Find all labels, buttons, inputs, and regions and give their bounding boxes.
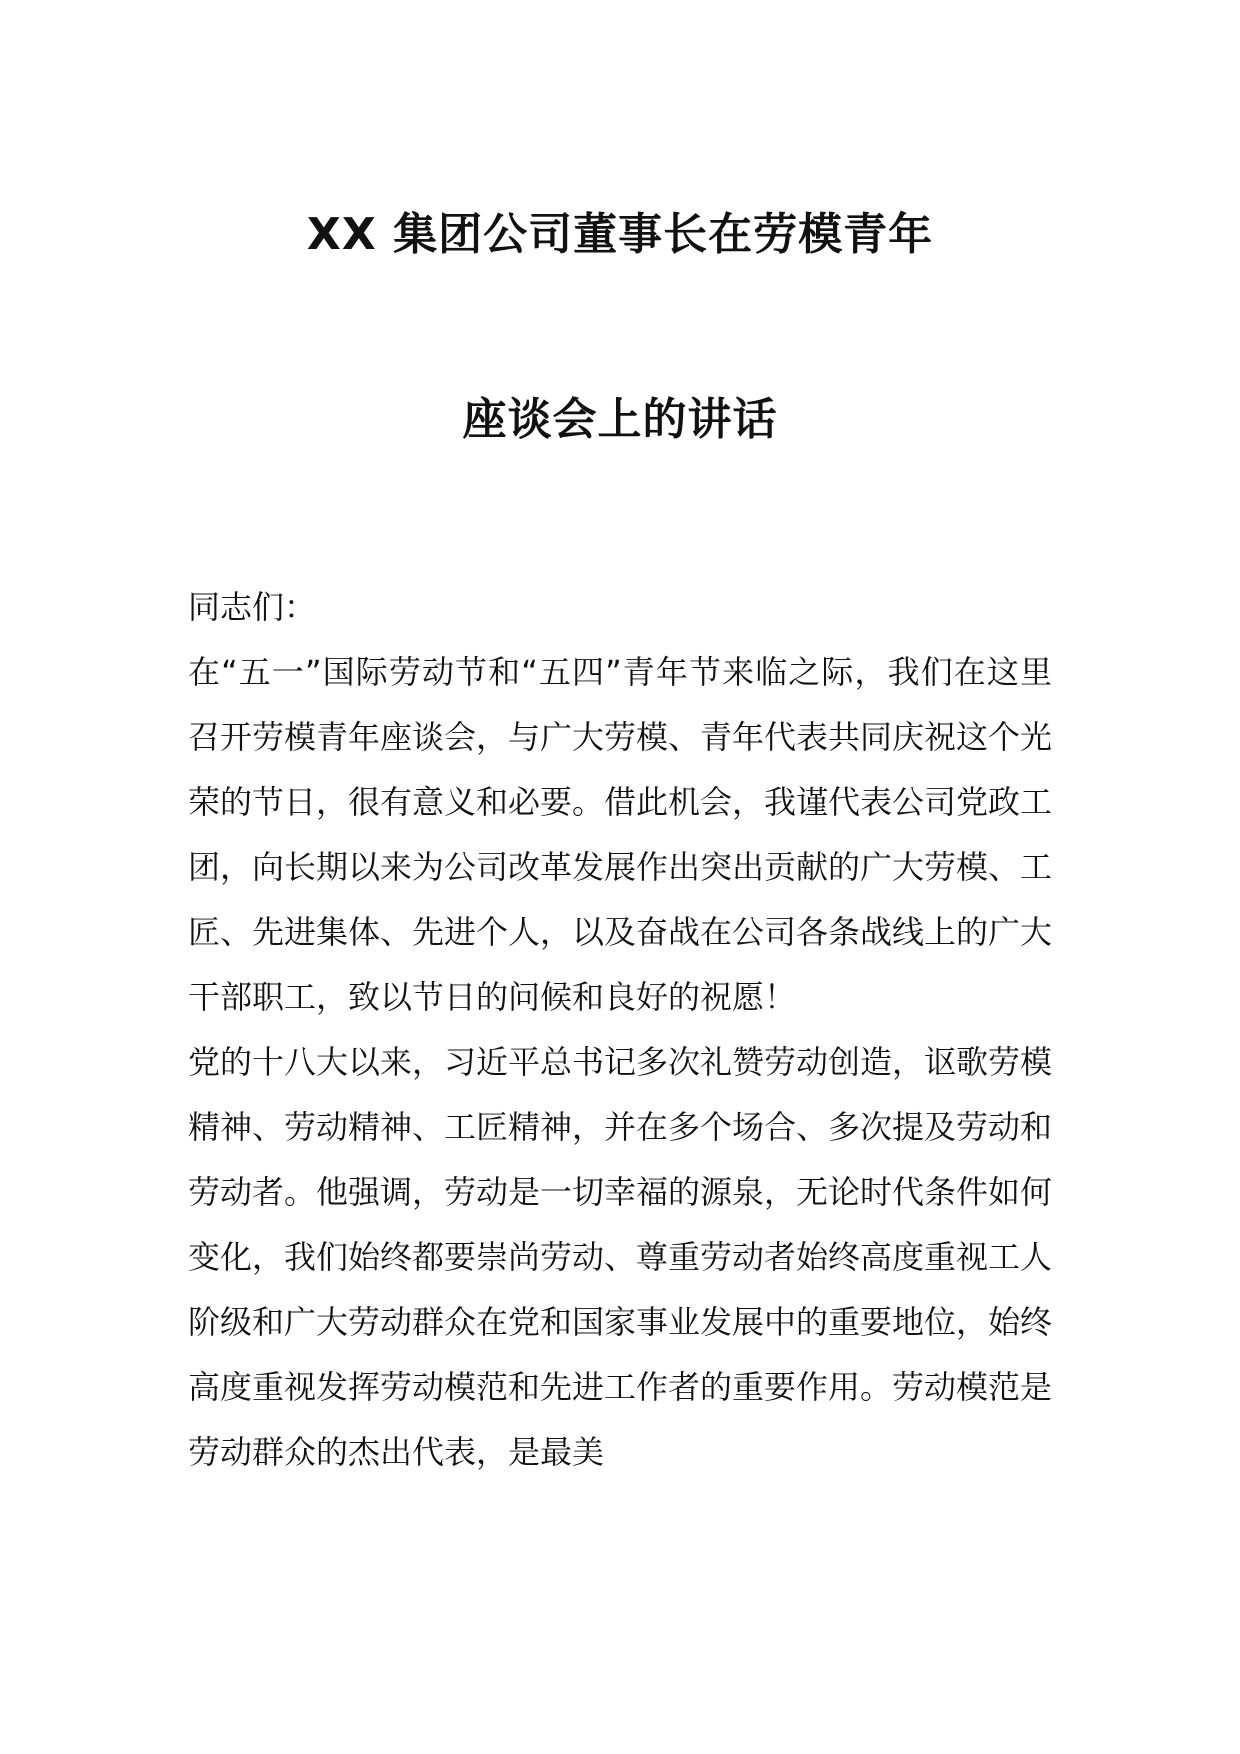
paragraph: 在“五一”国际劳动节和“五四”青年节来临之际，我们在这里召开劳模青年座谈会，与广大劳模、青年代表共同庆祝这个光荣的节日，很有意义和必要。借此机会，我谨代表公司党政工团，向长期以来为公司改革发展作出突出贡献的广大劳模、工匠、先进集体、先进个人，以及奋战在公司各条战线上的广大干部职工，致以节日的问候和良好的祝愿！: [188, 653, 1053, 1016]
paragraph: 党的十八大以来，习近平总书记多次礼赞劳动创造，讴歌劳模精神、劳动精神、工匠精神，并在多个场合、多次提及劳动和劳动者。他强调，劳动是一切幸福的源泉，无论时代条件如何变化，我们始终都要崇尚劳动、尊重劳动者始终高度重视工人阶级和广大劳动群众在党和国家事业发展中的重要地位，始终高度重视发挥劳动模范和先进工作者的重要作用。劳动模范是劳动群众的杰出代表，是最美: [188, 1043, 1053, 1471]
greeting: 同志们：: [188, 588, 317, 626]
document-title-line-2: 座谈会上的讲话: [462, 394, 778, 445]
document-body: [188, 575, 1052, 1485]
document-title-line-1: XX 集团公司董事长在劳模青年: [306, 209, 934, 260]
